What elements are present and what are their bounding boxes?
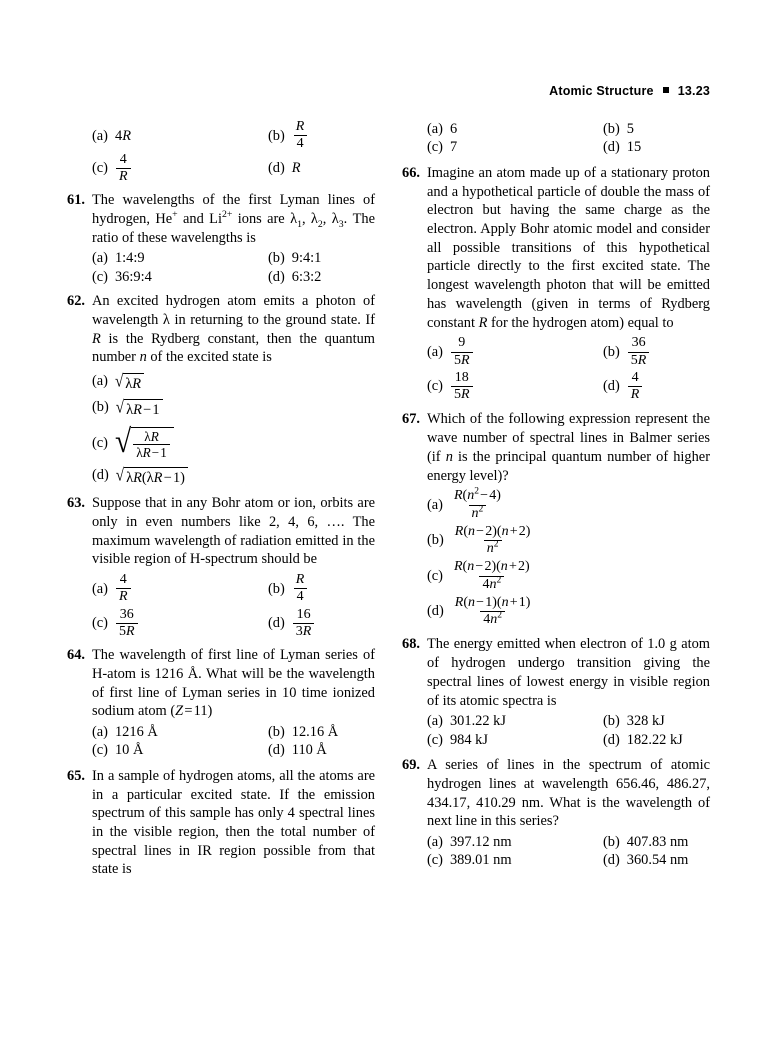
option-label: (b) <box>268 127 285 144</box>
option-d[interactable] <box>268 159 375 177</box>
option-row <box>92 153 375 185</box>
options-62 <box>92 372 375 487</box>
option-b[interactable] <box>268 573 375 605</box>
option-value: 15 <box>626 139 642 156</box>
option-label: (b) <box>268 724 285 740</box>
question-text: Imagine an atom made up of a stationary proton and a hypothetical particle of double the mass of electron but having the same charge as the electron. Apply Bohr atomic model and consider all possible transitions of this hypothetical particle directly to the first excited state. The longest wavelength photon that will be emitted has wavelength (given in terms of Rydberg constant R for the hydrogen atom) equal to <box>427 164 710 331</box>
option-label: (d) <box>603 852 620 869</box>
option-value: $\frac{9}{5R}$ <box>450 336 474 368</box>
question-text: The wavelength of first line of Lyman series of H-atom is 1216 Å. What will be the wavelength of first line of Lyman series in 10 time ionized sodium atom (Z = 11) <box>92 647 375 720</box>
option-row <box>92 573 375 605</box>
option-b[interactable] <box>268 120 375 152</box>
page-header <box>549 84 710 98</box>
option-value: $\frac{16}{3R}$ <box>292 608 316 640</box>
option-label: (a) <box>92 372 108 389</box>
option-label: (d) <box>603 378 620 395</box>
option-a[interactable] <box>92 372 375 393</box>
option-value: 10 Å <box>114 742 144 759</box>
question-number: 63. <box>67 495 85 512</box>
option-value: √ λR(λR − 1) <box>116 466 188 487</box>
option-a[interactable] <box>92 723 268 741</box>
option-value: 984 kJ <box>449 731 488 748</box>
header-title: Atomic Structure <box>549 84 654 98</box>
option-label: (b) <box>268 250 285 267</box>
option-value: 9:4:1 <box>291 250 322 267</box>
question-text: Suppose that in any Bohr atom or ion, orbits are only in even numbers like 2, 4, 6, …. The maximum wavelength of radiation emitted in the visible region of H-spectrum should be <box>92 495 375 568</box>
options-67 <box>427 486 710 628</box>
option-value: $\frac{R}{4}$ <box>292 120 309 152</box>
option-label: (c) <box>427 378 443 395</box>
square-bullet-icon <box>663 87 669 93</box>
option-value: $\frac{18}{5R}$ <box>450 371 474 403</box>
option-label: (c) <box>92 615 108 632</box>
question-63 <box>62 494 375 639</box>
option-d[interactable] <box>603 138 710 156</box>
option-label: (a) <box>427 343 443 360</box>
carryover-options-left <box>92 120 375 184</box>
option-a[interactable] <box>92 249 268 267</box>
option-row <box>92 372 375 393</box>
option-value: R <box>291 160 301 177</box>
question-number: 62. <box>67 293 85 310</box>
option-row <box>427 336 710 368</box>
option-row <box>427 371 710 403</box>
option-a[interactable] <box>92 573 268 605</box>
option-label: (d) <box>268 160 285 177</box>
option-b[interactable] <box>603 712 710 730</box>
option-label: (c) <box>92 434 108 451</box>
option-c[interactable] <box>92 608 268 640</box>
option-label: (d) <box>268 742 285 759</box>
option-b[interactable] <box>603 120 710 138</box>
option-row <box>92 249 375 267</box>
option-value: $\frac{36}{5R}$ <box>627 336 651 368</box>
option-a[interactable] <box>92 127 268 145</box>
option-a[interactable] <box>427 712 603 730</box>
option-row <box>427 851 710 869</box>
question-64 <box>62 646 375 760</box>
option-label: (c) <box>92 160 108 177</box>
option-label: (a) <box>92 580 108 597</box>
option-d[interactable] <box>268 741 375 759</box>
option-value: 1:4:9 <box>114 250 145 267</box>
option-label: (d) <box>268 615 285 632</box>
option-row <box>427 833 710 851</box>
option-label: (a) <box>92 127 108 144</box>
option-row <box>92 466 375 487</box>
question-61 <box>62 191 375 286</box>
question-number: 66. <box>402 164 420 181</box>
option-d[interactable] <box>268 608 375 640</box>
option-b[interactable] <box>268 723 375 741</box>
option-value: 301.22 kJ <box>449 713 506 730</box>
option-label: (c) <box>427 731 443 748</box>
question-text: The energy emitted when electron of 1.0 g atom of hydrogen undergo transition giving the spectral lines of lowest energy in visible region of its atomic spectra is <box>427 636 710 709</box>
option-c[interactable] <box>92 741 268 759</box>
option-a[interactable] <box>427 336 603 368</box>
option-value: 328 kJ <box>626 713 665 730</box>
option-d[interactable] <box>603 731 710 749</box>
option-d[interactable] <box>268 268 375 286</box>
option-label: (d) <box>603 731 620 748</box>
option-row <box>92 398 375 419</box>
option-value: $\frac{4}{R}$ <box>627 371 644 403</box>
option-value: $\frac{R(n - 2)(n + 2)}{n^2}$ <box>454 523 531 557</box>
option-label: (a) <box>92 724 108 740</box>
option-label: (a) <box>427 834 443 851</box>
options-66 <box>427 336 710 402</box>
option-label: (b) <box>603 834 620 851</box>
option-b[interactable] <box>268 249 375 267</box>
options-68 <box>427 712 710 749</box>
question-number: 68. <box>402 636 420 653</box>
option-label: (b) <box>427 532 444 549</box>
option-b[interactable] <box>603 833 710 851</box>
question-62 <box>62 292 375 487</box>
carryover-options-right <box>427 120 710 157</box>
option-value: 4R <box>114 127 131 144</box>
option-label: (a) <box>427 713 443 730</box>
options-61 <box>92 249 375 286</box>
option-row <box>427 486 710 521</box>
option-c[interactable] <box>427 851 603 869</box>
option-row <box>92 723 375 741</box>
option-value: 1216 Å <box>114 724 158 740</box>
two-column-body <box>62 118 710 882</box>
option-label: (d) <box>268 268 285 285</box>
option-value: √ $\frac{\lambda R}{\lambda R - 1}$ <box>115 426 174 460</box>
option-label: (b) <box>268 580 285 597</box>
options-64 <box>92 723 375 760</box>
option-value: 407.83 nm <box>626 834 689 851</box>
question-number: 67. <box>402 411 420 428</box>
option-value: $\frac{R}{4}$ <box>292 573 309 605</box>
option-value: $\frac{4}{R}$ <box>115 573 132 605</box>
option-row <box>427 560 710 592</box>
option-c[interactable] <box>92 426 375 460</box>
option-label: (a) <box>92 250 108 267</box>
option-c[interactable] <box>92 153 268 185</box>
option-value: 6:3:2 <box>291 268 322 285</box>
option-value: 12.16 Å <box>291 724 339 740</box>
question-text: In a sample of hydrogen atoms, all the atoms are in a particular excited state. If the emission spectrum of this sample has only 4 spectral lines in the visible region, then the total number of spectral lines in IR region possible from that state is <box>92 767 375 878</box>
option-a[interactable] <box>427 833 603 851</box>
options-69 <box>427 833 710 870</box>
option-row <box>92 741 375 759</box>
option-label: (d) <box>603 139 620 156</box>
question-number: 65. <box>67 767 85 784</box>
option-row <box>92 268 375 286</box>
question-65 <box>62 767 375 879</box>
option-b[interactable] <box>603 336 710 368</box>
option-c[interactable] <box>427 731 603 749</box>
option-c[interactable] <box>92 268 268 286</box>
question-text: The wavelengths of the first Lyman lines of hydrogen, He+ and $Li^{2+}$ ions are $\lambda_1$, $\lambda_2$, $\lambda_3$. The ratio of these wavelengths is <box>92 192 375 246</box>
option-row <box>427 525 710 557</box>
option-b[interactable] <box>427 525 710 557</box>
option-b[interactable] <box>92 398 375 419</box>
option-label: (b) <box>603 121 620 137</box>
option-label: (b) <box>92 399 109 416</box>
option-value: 36:9:4 <box>114 268 152 285</box>
option-value: 360.54 nm <box>626 852 689 869</box>
option-label: (c) <box>92 742 108 759</box>
option-label: (b) <box>603 343 620 360</box>
option-label: (a) <box>427 496 443 513</box>
option-label: (c) <box>427 567 443 584</box>
left-column <box>62 118 375 882</box>
option-row <box>427 120 710 138</box>
option-label: (c) <box>92 268 108 285</box>
option-row <box>92 608 375 640</box>
option-c[interactable] <box>427 371 603 403</box>
option-label: (a) <box>427 121 443 137</box>
page-number: 13.23 <box>677 84 710 98</box>
question-text: Which of the following expression represent the wave number of spectral lines in Balmer series (if n is the principal quantum number of higher energy level)? <box>427 411 710 484</box>
option-row <box>427 138 710 156</box>
question-68 <box>397 635 710 749</box>
option-row <box>427 712 710 730</box>
option-value: $\frac{R(n - 2)(n + 2)}{4n^2}$ <box>453 559 530 592</box>
option-value: 389.01 nm <box>449 852 512 869</box>
option-value: $\frac{36}{5R}$ <box>115 608 139 640</box>
option-label: (c) <box>427 852 443 869</box>
option-c[interactable] <box>427 138 603 156</box>
option-value: 7 <box>449 139 458 156</box>
option-value: 6 <box>449 121 458 137</box>
question-number: 64. <box>67 647 85 664</box>
question-text: A series of lines in the spectrum of atomic hydrogen lines at wavelength 656.46, 486.27, 434.17, 410.29 nm. What is the wavelength of next line in this series? <box>427 757 710 830</box>
option-row <box>427 596 710 628</box>
option-value: √ λR <box>115 372 144 393</box>
option-row <box>92 426 375 460</box>
options-63 <box>92 573 375 639</box>
option-value: 182.22 kJ <box>626 731 683 748</box>
question-number: 69. <box>402 757 420 774</box>
option-value: 110 Å <box>291 742 327 759</box>
option-d[interactable] <box>427 596 710 628</box>
option-d[interactable] <box>603 371 710 403</box>
option-a[interactable] <box>427 486 710 521</box>
option-d[interactable] <box>603 851 710 869</box>
option-label: (b) <box>603 713 620 730</box>
question-66 <box>397 164 710 403</box>
option-label: (d) <box>427 603 444 620</box>
option-c[interactable] <box>427 560 710 592</box>
option-label: (c) <box>427 139 443 156</box>
option-value: $\frac{R(n^2 - 4)}{n^2}$ <box>453 486 501 521</box>
option-value: √ λR − 1 <box>116 398 163 419</box>
question-67 <box>397 410 710 627</box>
option-row <box>427 731 710 749</box>
question-text: An excited hydrogen atom emits a photon of wavelength λ in returning to the ground state. If R is the Rydberg constant, then the quantum number n of the excited state is <box>92 293 375 366</box>
option-row <box>92 120 375 152</box>
option-value: 5 <box>626 121 634 137</box>
question-69 <box>397 756 710 870</box>
question-number: 61. <box>67 192 85 209</box>
option-d[interactable] <box>92 466 375 487</box>
option-label: (d) <box>92 466 109 483</box>
option-value: $\frac{4}{R}$ <box>115 153 132 185</box>
option-value: $\frac{R(n - 1)(n + 1)}{4n^2}$ <box>454 594 531 628</box>
option-a[interactable] <box>427 120 603 138</box>
option-value: 397.12 nm <box>449 834 512 851</box>
right-column <box>397 118 710 882</box>
